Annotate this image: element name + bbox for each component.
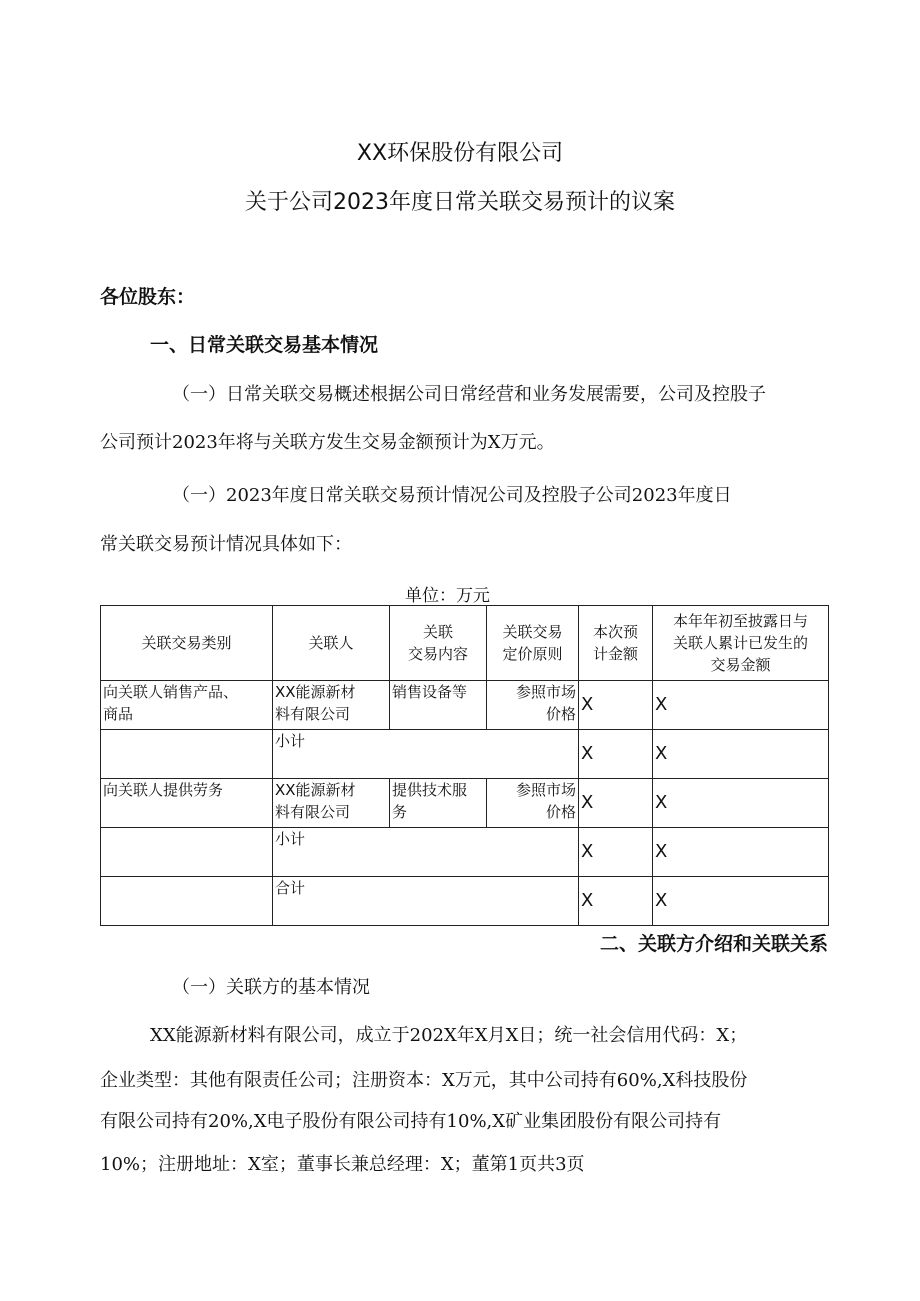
cell-amount: X bbox=[579, 681, 653, 730]
section-heading-1: 一、日常关联交易基本情况 bbox=[150, 334, 379, 356]
paragraph-3-line-4: 10%；注册地址：X室；董事长兼总经理：X；董第1页共3页 bbox=[100, 1154, 585, 1175]
table-row bbox=[101, 779, 829, 828]
paragraph-1-line-2: 公司预计2023年将与关联方发生交易金额预计为X万元。 bbox=[100, 432, 555, 453]
cell-empty bbox=[101, 828, 273, 877]
cell-category-line-1: 向关联人销售产品、 bbox=[103, 683, 239, 701]
cell-empty bbox=[101, 730, 273, 779]
header-pricing-line-2: 定价原则 bbox=[502, 645, 563, 663]
cell-subtotal-label: 小计 bbox=[273, 730, 579, 779]
paragraph-2-line-2: 常关联交易预计情况具体如下： bbox=[100, 534, 352, 555]
cell-total-label: 合计 bbox=[273, 877, 579, 926]
table-header-row bbox=[101, 606, 829, 681]
cell-empty bbox=[101, 877, 273, 926]
header-party: 关联人 bbox=[273, 606, 390, 681]
cell-party-line-1: XX能源新材 bbox=[275, 683, 356, 701]
cell-cumulative: X bbox=[653, 730, 829, 779]
paragraph-3-line-3: 有限公司持有20%,X电子股份有限公司持有10%,X矿业集团股份有限公司持有 bbox=[100, 1111, 722, 1132]
cell-content bbox=[390, 779, 487, 828]
header-pricing-line-1: 关联交易 bbox=[502, 623, 563, 641]
section-heading-2: 二、关联方介绍和关联关系 bbox=[599, 933, 828, 955]
paragraph-2-line-1: （一）2023年度日常关联交易预计情况公司及控股子公司2023年度日 bbox=[172, 485, 732, 506]
cell-party-line-2: 料有限公司 bbox=[275, 803, 351, 821]
table-row-subtotal bbox=[101, 828, 829, 877]
cell-content-line-1: 提供技术服 bbox=[392, 781, 468, 799]
header-category: 关联交易类别 bbox=[101, 606, 273, 681]
cell-pricing-line-1: 参照市场 bbox=[515, 781, 576, 799]
header-cumulative-line-3: 交易金额 bbox=[710, 656, 771, 674]
cell-party-line-1: XX能源新材 bbox=[275, 781, 356, 799]
header-content-line-2: 交易内容 bbox=[407, 645, 468, 663]
cell-pricing-line-1: 参照市场 bbox=[515, 683, 576, 701]
cell-subtotal-label: 小计 bbox=[273, 828, 579, 877]
cell-pricing bbox=[487, 681, 579, 730]
cell-category-line-1: 向关联人提供劳务 bbox=[103, 781, 224, 799]
cell-amount: X bbox=[579, 779, 653, 828]
paragraph-1-line-1: （一）日常关联交易概述根据公司日常经营和业务发展需要，公司及控股子 bbox=[172, 384, 766, 405]
cell-amount: X bbox=[579, 877, 653, 926]
header-cumulative-line-2: 关联人累计已发生的 bbox=[672, 634, 808, 652]
greeting: 各位股东： bbox=[100, 286, 196, 308]
cell-party-line-2: 料有限公司 bbox=[275, 705, 351, 723]
header-cumulative-line-1: 本年年初至披露日与 bbox=[672, 612, 808, 630]
related-transactions-table bbox=[100, 605, 829, 926]
cell-cumulative: X bbox=[653, 681, 829, 730]
table-row-subtotal bbox=[101, 730, 829, 779]
cell-cumulative: X bbox=[653, 877, 829, 926]
header-amount-line-1: 本次预 bbox=[592, 623, 638, 641]
cell-party bbox=[273, 681, 390, 730]
subsection-heading-1: （一）关联方的基本情况 bbox=[172, 977, 370, 998]
cell-pricing-line-2: 价格 bbox=[545, 803, 576, 821]
header-content-line-1: 关联 bbox=[422, 623, 453, 641]
cell-pricing-line-2: 价格 bbox=[545, 705, 576, 723]
cell-content-line-2: 务 bbox=[392, 803, 408, 821]
paragraph-3-line-1: XX能源新材料有限公司，成立于202X年X月X日；统一社会信用代码：X； bbox=[150, 1025, 748, 1046]
header-amount bbox=[579, 606, 653, 681]
header-content bbox=[390, 606, 487, 681]
header-amount-line-2: 计金额 bbox=[592, 645, 638, 663]
table-row bbox=[101, 681, 829, 730]
cell-amount: X bbox=[579, 730, 653, 779]
cell-cumulative: X bbox=[653, 779, 829, 828]
cell-amount: X bbox=[579, 828, 653, 877]
cell-category bbox=[101, 681, 273, 730]
table-row-total bbox=[101, 877, 829, 926]
cell-party bbox=[273, 779, 390, 828]
document-title: XX环保股份有限公司 bbox=[356, 141, 564, 166]
cell-category-line-2: 商品 bbox=[103, 705, 134, 723]
document-subtitle: 关于公司2023年度日常关联交易预计的议案 bbox=[245, 190, 675, 215]
header-pricing bbox=[487, 606, 579, 681]
cell-pricing bbox=[487, 779, 579, 828]
header-cumulative bbox=[653, 606, 829, 681]
unit-label: 单位：万元 bbox=[405, 586, 490, 606]
cell-content bbox=[390, 681, 487, 730]
cell-content-line-1: 销售设备等 bbox=[392, 683, 468, 701]
cell-category bbox=[101, 779, 273, 828]
paragraph-3-line-2: 企业类型：其他有限责任公司；注册资本：X万元，其中公司持有60%,X科技股份 bbox=[100, 1070, 748, 1091]
cell-cumulative: X bbox=[653, 828, 829, 877]
